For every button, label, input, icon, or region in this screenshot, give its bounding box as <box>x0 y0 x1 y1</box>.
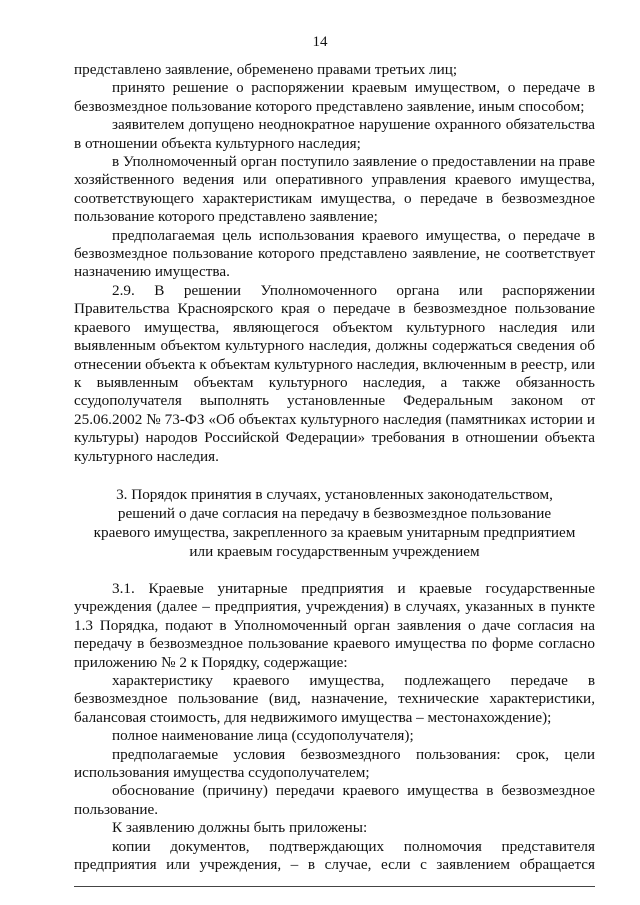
paragraph-3-1: 3.1. Краевые унитарные предприятия и краевые государственные учреждения (далее – предприятия, учреждения) в случаях, указанных в пункте 1.3 Порядка, подают в Уполномоченный орган заявления о даче согласия на передачу в безвозмездное пользование краевого имущества по форме согласно приложению № 2 к Порядку, содержащие: <box>74 579 595 671</box>
paragraph: обоснование (причину) передачи краевого имущества в безвозмездное пользование. <box>74 782 595 818</box>
paragraph: характеристику краевого имущества, подлежащего передаче в безвозмездное пользование (вид, назначение, технические характеристики, балансовая стоимость, для недвижимого имущества – местонахождение); <box>74 671 595 726</box>
paragraph: копии документов, подтверждающих полномочия представителя предприятия или учреждения, – в случае, если с заявлением обращается <box>74 837 595 874</box>
section-heading <box>74 485 595 561</box>
paragraph: принято решение о распоряжении краевым имуществом, о передаче в безвозмездное пользование которого представлено заявление, иным способом; <box>74 79 595 115</box>
document-body <box>74 61 595 874</box>
paragraph: полное наименование лица (ссудополучателя); <box>112 727 414 745</box>
page-number: 14 <box>312 34 328 50</box>
paragraph: К заявлению должны быть приложены: <box>112 819 368 837</box>
heading-line: 3. Порядок принятия в случаях, установленных законодательством, <box>116 485 553 503</box>
heading-line: краевого имущества, закрепленного за краевым унитарным предприятием <box>93 523 576 541</box>
heading-line: решений о даче согласия на передачу в безвозмездное пользование <box>117 504 552 522</box>
paragraph: предполагаемые условия безвозмездного пользования: срок, цели использования имущества ссудополучателем; <box>74 745 595 781</box>
paragraph-2-9: 2.9. В решении Уполномоченного органа или распоряжении Правительства Красноярского края о передаче в безвозмездное пользование краевого имущества, являющегося объектом культурного наследия или выявленным объектом культурного наследия, должны содержаться сведения об отнесении объекта к объектам культурного наследия, включенным в реестр, или к выявленным объектам культурного наследия, а также обязанность ссудополучателя выполнять установленные Федеральным законом от 25.06.2002 № 73-ФЗ «Об объектах культурного наследия (памятниках истории и культуры) народов Российской Федерации» требования в отношении объекта культурного наследия. <box>74 281 595 465</box>
paragraph: представлено заявление, обременено правами третьих лиц; <box>74 61 458 78</box>
paragraph: заявителем допущено неоднократное нарушение охранного обязательства в отношении объекта культурного наследия; <box>74 116 595 152</box>
paragraph: в Уполномоченный орган поступило заявление о предоставлении на праве хозяйственного ведения или оперативного управления краевого имущества, соответствующего характеристикам имущества, о передаче в безвозмездное пользование которого представлено заявление; <box>74 153 595 226</box>
page-bottom-edge-line <box>74 886 595 887</box>
heading-line: или краевым государственным учреждением <box>189 542 480 560</box>
paragraph: предполагаемая цель использования краевого имущества, о передаче в безвозмездное пользование которого представлено заявление, не соответствует назначению имущества. <box>74 226 595 281</box>
